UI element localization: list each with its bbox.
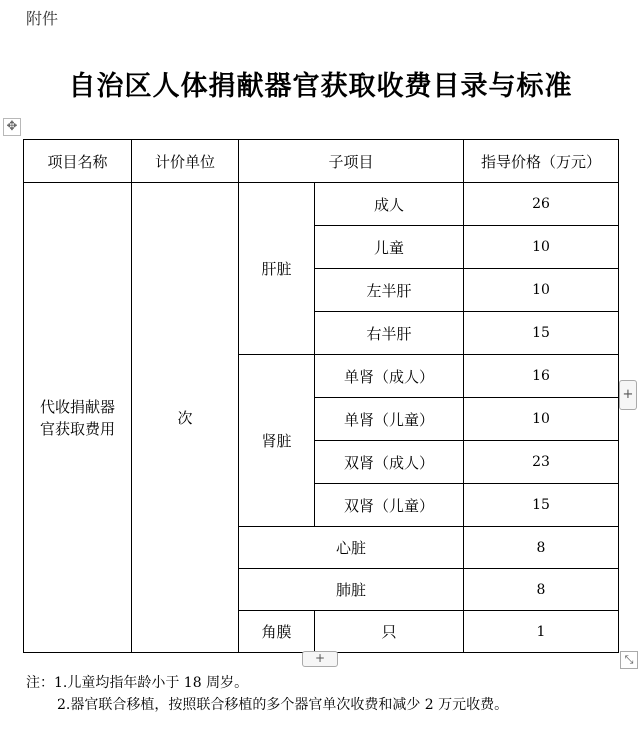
liver-label: 肝脏	[239, 183, 315, 355]
lung-label: 肺脏	[239, 569, 464, 611]
table-header-row	[24, 140, 619, 183]
add-column-button[interactable]: +	[619, 380, 637, 410]
table-row	[24, 183, 619, 226]
add-row-button[interactable]: +	[302, 651, 338, 667]
cornea-label: 角膜	[239, 611, 315, 653]
price-value: 1	[464, 611, 619, 653]
subitem-name: 右半肝	[315, 312, 464, 355]
table-resize-icon[interactable]: ⤡	[620, 651, 638, 669]
notes	[26, 672, 508, 716]
price-value: 10	[464, 398, 619, 441]
subitem-name: 单肾（成人）	[315, 355, 464, 398]
kidney-label: 肾脏	[239, 355, 315, 527]
header-price: 指导价格（万元）	[464, 140, 619, 183]
price-value: 10	[464, 269, 619, 312]
subitem-name: 成人	[315, 183, 464, 226]
table-move-handle-icon[interactable]: ✥	[3, 118, 21, 136]
price-value: 26	[464, 183, 619, 226]
cornea-unit: 只	[315, 611, 464, 653]
price-value: 15	[464, 312, 619, 355]
heart-label: 心脏	[239, 527, 464, 569]
subitem-name: 左半肝	[315, 269, 464, 312]
header-item-name: 项目名称	[24, 140, 132, 183]
subitem-name: 双肾（成人）	[315, 441, 464, 484]
price-value: 10	[464, 226, 619, 269]
note-line-2: 2.器官联合移植，按照联合移植的多个器官单次收费和减少 2 万元收费。	[57, 697, 509, 713]
price-value: 16	[464, 355, 619, 398]
price-value: 23	[464, 441, 619, 484]
note-line-1: 注：1.儿童均指年龄小于 18 周岁。	[26, 675, 249, 691]
unit-cell: 次	[132, 183, 239, 653]
header-unit: 计价单位	[132, 140, 239, 183]
subitem-name: 儿童	[315, 226, 464, 269]
subitem-name: 单肾（儿童）	[315, 398, 464, 441]
price-value: 15	[464, 484, 619, 527]
attachment-label: 附件	[26, 9, 59, 28]
price-value: 8	[464, 569, 619, 611]
fee-table	[23, 139, 619, 653]
item-name-cell: 代收捐献器官获取费用	[24, 183, 132, 653]
page-title: 自治区人体捐献器官获取收费目录与标准	[68, 71, 573, 102]
price-value: 8	[464, 527, 619, 569]
header-subitem: 子项目	[239, 140, 464, 183]
subitem-name: 双肾（儿童）	[315, 484, 464, 527]
